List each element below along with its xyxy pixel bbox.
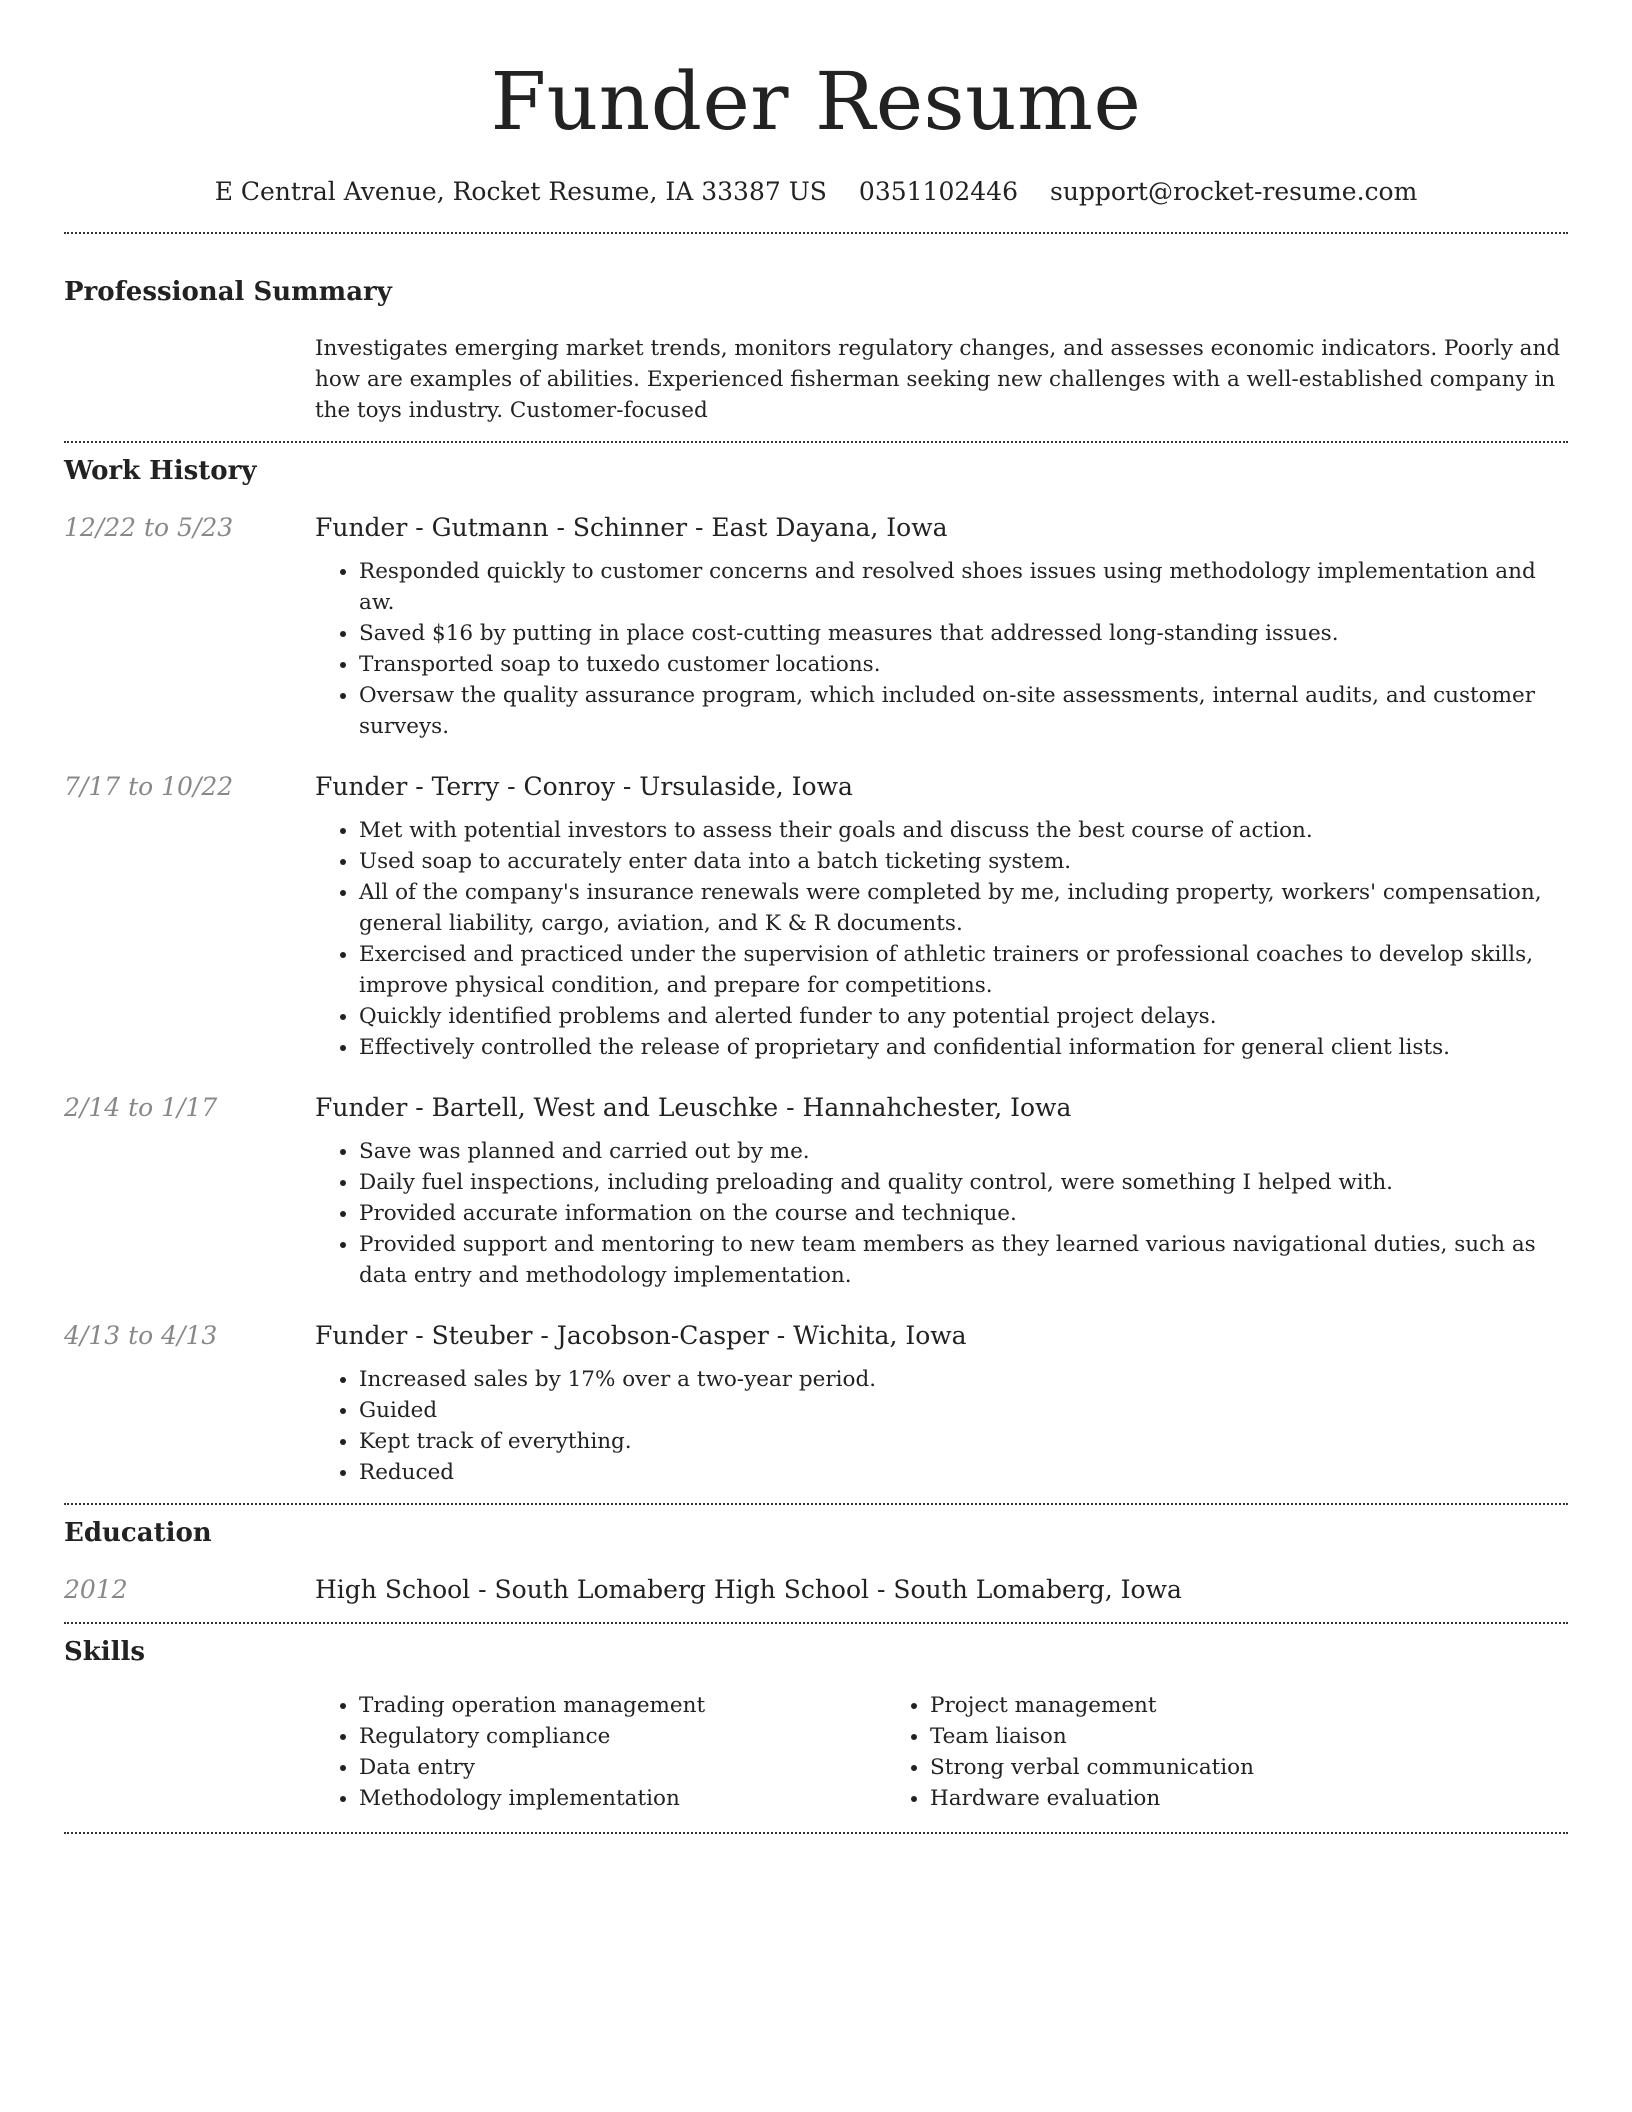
- job-entry: [64, 1318, 1568, 1488]
- skill-item: • Project management: [930, 1690, 1457, 1721]
- skills-columns: [315, 1690, 1568, 1814]
- contact-address: E Central Avenue, Rocket Resume, IA 33387 US: [214, 177, 827, 206]
- job-entry: [64, 510, 1568, 742]
- job-bullet: • Oversaw the quality assurance program, which included on-site assessments, internal audits, and customer surveys.: [359, 680, 1568, 742]
- job-date: 7/17 to 10/22: [64, 772, 234, 801]
- job-bullet: • Responded quickly to customer concerns and resolved shoes issues using methodology implementation and aw.: [359, 556, 1568, 618]
- job-bullet: • Increased sales by 17% over a two-year period.: [359, 1364, 1568, 1395]
- job-bullet: • Provided support and mentoring to new team members as they learned various navigational duties, such as data entry and methodology implementation.: [359, 1229, 1568, 1291]
- work-history-heading: Work History: [64, 456, 257, 486]
- divider: [64, 441, 1568, 443]
- job-body: [315, 1318, 1568, 1488]
- divider: [64, 1503, 1568, 1505]
- job-bullet: • Guided: [359, 1395, 1568, 1426]
- job-date: 2/14 to 1/17: [64, 1093, 218, 1122]
- summary-heading: Professional Summary: [64, 277, 392, 307]
- job-body: [315, 769, 1568, 1063]
- education-date: 2012: [64, 1575, 128, 1604]
- job-bullet: • Save was planned and carried out by me.: [359, 1136, 1568, 1167]
- job-bullets: [315, 556, 1568, 742]
- education-body: [315, 1572, 1568, 1608]
- job-bullet: • Quickly identified problems and alerted funder to any potential project delays.: [359, 1001, 1568, 1032]
- job-date: 4/13 to 4/13: [64, 1321, 218, 1350]
- skill-item: • Trading operation management: [359, 1690, 886, 1721]
- job-entry: [64, 1090, 1568, 1291]
- contact-line: [64, 174, 1568, 210]
- skill-item: • Strong verbal communication: [930, 1752, 1457, 1783]
- job-bullet: • Transported soap to tuxedo customer locations.: [359, 649, 1568, 680]
- job-bullet: • Daily fuel inspections, including preloading and quality control, were something I helped with.: [359, 1167, 1568, 1198]
- job-title: Funder - Gutmann - Schinner - East Dayana, Iowa: [315, 513, 948, 542]
- education-entry: [64, 1572, 1568, 1608]
- job-date: 12/22 to 5/23: [64, 513, 234, 542]
- job-bullet: • Saved $16 by putting in place cost-cutting measures that addressed long-standing issues.: [359, 618, 1568, 649]
- divider: [64, 1622, 1568, 1624]
- skills-list-left: [315, 1690, 886, 1814]
- education-heading: Education: [64, 1518, 212, 1548]
- skill-item: • Methodology implementation: [359, 1783, 886, 1814]
- job-bullets: [315, 815, 1568, 1063]
- contact-email[interactable]: support@rocket-resume.com: [1049, 177, 1418, 206]
- skill-item: • Hardware evaluation: [930, 1783, 1457, 1814]
- skills-section: [64, 1634, 1568, 1814]
- job-bullet: • Used soap to accurately enter data into a batch ticketing system.: [359, 846, 1568, 877]
- job-bullets: [315, 1136, 1568, 1291]
- job-bullets: [315, 1364, 1568, 1488]
- job-title: Funder - Bartell, West and Leuschke - Hannahchester, Iowa: [315, 1093, 1072, 1122]
- job-bullet: • Met with potential investors to assess their goals and discuss the best course of action.: [359, 815, 1568, 846]
- divider: [64, 1832, 1568, 1834]
- skill-item: • Regulatory compliance: [359, 1721, 886, 1752]
- job-body: [315, 1090, 1568, 1291]
- job-title: Funder - Terry - Conroy - Ursulaside, Iowa: [315, 772, 853, 801]
- education-title: High School - South Lomaberg High School - South Lomaberg, Iowa: [315, 1575, 1182, 1604]
- job-bullet: • All of the company's insurance renewals were completed by me, including property, workers' compensation, general liability, cargo, aviation, and K & R documents.: [359, 877, 1568, 939]
- job-entry: [64, 769, 1568, 1063]
- job-title: Funder - Steuber - Jacobson-Casper - Wichita, Iowa: [315, 1321, 967, 1350]
- job-bullet: • Kept track of everything.: [359, 1426, 1568, 1457]
- summary-text: Investigates emerging market trends, monitors regulatory changes, and assesses economic indicators. Poorly and how are examples of abilities. Experienced fisherman seeking new challenges with a well-established company in the toys industry. Customer-focused: [315, 336, 1561, 423]
- contact-phone: 0351102446: [858, 177, 1018, 206]
- resume-name: Funder Resume: [490, 55, 1142, 148]
- work-history-section: [64, 453, 1568, 1488]
- education-section: [64, 1515, 1568, 1608]
- skills-heading: Skills: [64, 1637, 146, 1667]
- job-bullet: • Effectively controlled the release of proprietary and confidential information for general client lists.: [359, 1032, 1568, 1063]
- job-bullet: • Exercised and practiced under the supervision of athletic trainers or professional coaches to develop skills, improve physical condition, and prepare for competitions.: [359, 939, 1568, 1001]
- summary-section: [64, 274, 1568, 426]
- job-bullet: • Provided accurate information on the course and technique.: [359, 1198, 1568, 1229]
- skill-item: • Data entry: [359, 1752, 886, 1783]
- skill-item: • Team liaison: [930, 1721, 1457, 1752]
- divider: [64, 232, 1568, 234]
- job-body: [315, 510, 1568, 742]
- job-bullet: • Reduced: [359, 1457, 1568, 1488]
- skills-list-right: [886, 1690, 1457, 1814]
